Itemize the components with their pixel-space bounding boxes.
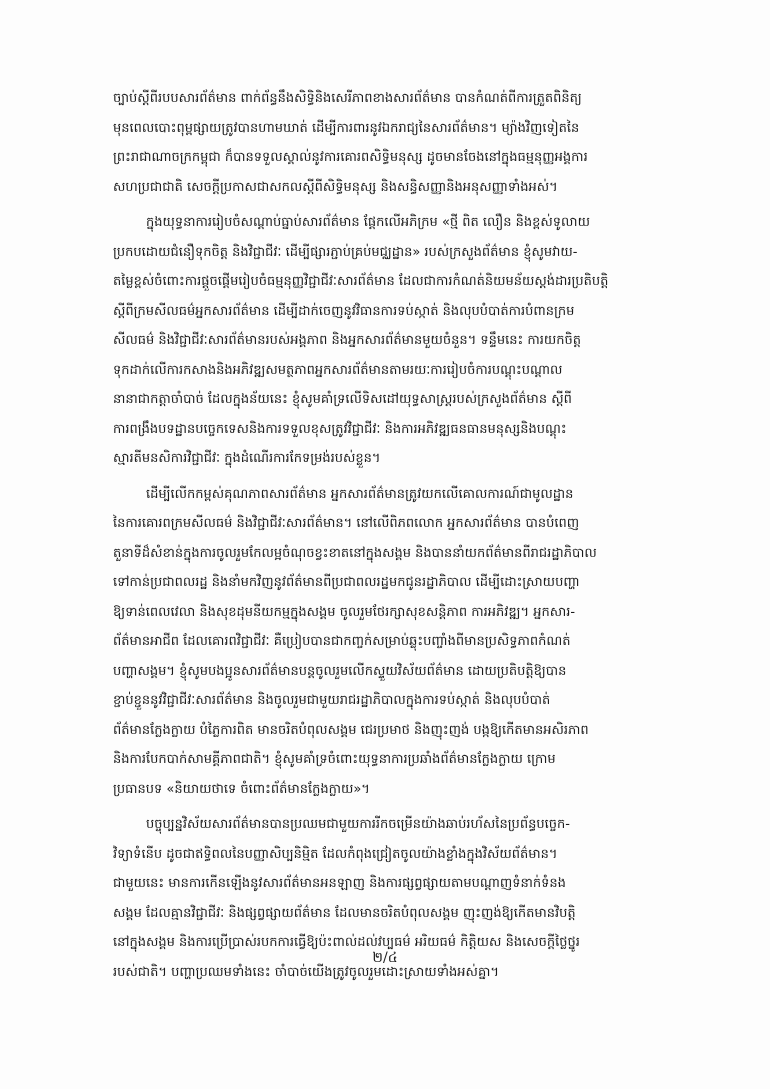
text-line: ទៅកាន់ប្រជាពលរដ្ឋ និងនាំមកវិញនូវព័ត៌មានពីប្រជាពលរដ្ឋមកជូនរដ្ឋាភិបាល ដើម្បីដោះស្រាយបញ្ហា — [113, 575, 580, 590]
text-line: សហប្រជាជាតិ សេចក្តីប្រកាសជាសកលស្តីពីសិទ្ធិមនុស្ស និងសន្ធិសញ្ញានិងអនុសញ្ញាទាំងអស់។ — [113, 179, 558, 195]
text-line: ព័ត៌មានក្លែងក្លាយ បំភ្លៃការពិត មានចរិតបំពុលសង្គម ជេរប្រមាថ និងញុះញង់ បង្កឱ្យកើតមានអសិរភាព — [113, 722, 589, 738]
text-line: ព័ត៌មានអាជីព ដែលគោរពវិជ្ជាជីវៈ គឺប្រៀបបានជាកញ្ចក់សម្រាប់ឆ្លុះបញ្ចាំងពីមានប្រសិទ្ធភាពកំណត់ — [113, 634, 571, 649]
text-line: សីលធម៌ និងវិជ្ជាជីវៈសារព័ត៌មានរបស់អង្គភាព និងអ្នកសារព័ត៌មានមួយចំនួន។ ទន្ទឹមនេះ ការយកចិត្ត — [113, 333, 582, 348]
text-line: ក្នុងយុទ្ធនាការរៀបចំសណ្តាប់ធ្នាប់សារព័ត៌មាន ផ្តែកលើអភិក្រម «ថ្មី ពិត លឿន និងខ្ពស់ទូលាយ — [146, 215, 590, 230]
text-line: មុនពេលបោះពុម្ពផ្សាយត្រូវបានហាមឃាត់ ដើម្បីការពារនូវឯករាជ្យនៃសារព័ត៌មាន។ ម្យ៉ាងវិញទៀតនៃ — [113, 120, 580, 136]
paragraph-2 — [113, 208, 673, 474]
text-line: ព្រះរាជាណាចក្រកម្ពុជា ក៏បានទទួលស្គាល់នូវការគោរពសិទ្ធិមនុស្ស ដូចមានចែងនៅក្នុងធម្មនុញ្ញអង្គការ — [113, 150, 588, 165]
text-line: ស្តីពីក្រមសីលធម៌អ្នកសារព័ត៌មាន ដើម្បីដាក់ចេញនូវវិធានការទប់ស្កាត់ និងលុបបំបាត់ការបំពានក្រម — [113, 303, 575, 319]
text-line: ការពង្រឹងបទដ្ឋានបច្ចេកទេសនិងការទទួលខុសត្រូវវិជ្ជាជីវៈ និងការអភិវឌ្ឍធនធានមនុស្សនិងបណ្តុះ — [113, 421, 567, 437]
text-line: បញ្ហាសង្គម។ ខ្ញុំសូមបងប្អូនសារព័ត៌មានបន្តចូលរួមលើកស្ទួយវិស័យព័ត៌មាន ដោយប្រតិបត្តិឱ្យបាន — [113, 663, 567, 679]
text-line: ឱ្យទាន់ពេលវេលា និងសុខដុមនីយកម្មក្នុងសង្គម ចូលរួមថែរក្សាសុខសន្តិភាព ការអភិវឌ្ឍ។ អ្នកសារ- — [113, 604, 576, 620]
text-line: នៅក្នុងសង្គម និងការប្រើប្រាស់របកការធ្វើឱ្យប៉ះពាល់ដល់វប្បធម៌ អរិយធម៌ កិត្តិយស និងសេចក្តីថ្លៃថ្នូរ — [113, 935, 580, 950]
text-line: ដើម្បីលើកកម្ពស់គុណភាពសារព័ត៌មាន អ្នកសារព័ត៌មានត្រូវយកលើគោលការណ៍ជាមូលដ្ឋាន — [146, 486, 574, 502]
text-line: បច្ចុប្បន្នវិស័យសារព័ត៌មានបានប្រឈមជាមួយការរីកចម្រើនយ៉ាងឆាប់រហ័សនៃប្រព័ន្ធបច្ចេក- — [146, 817, 570, 832]
text-line: ប្រកបដោយជំនឿទុកចិត្ត និងវិជ្ជាជីវៈ ដើម្បីផ្សារភ្ជាប់គ្រប់មជ្ឈដ្ឋាន» របស់ក្រសួងព័ត៌មាន ខ្ញុំសូមវាយ- — [113, 244, 578, 260]
text-line: ទុកដាក់លើការកសាងនិងអភិវឌ្ឍសមត្ថភាពអ្នកសារព័ត៌មានតាមរយៈការរៀបចំការបណ្តុះបណ្តាល — [113, 362, 563, 378]
paragraph-3 — [113, 480, 673, 805]
text-line: និងការបែកបាក់សាមគ្គីភាពជាតិ។ ខ្ញុំសូមគាំទ្រចំពោះយុទ្ធនាការប្រឆាំងព័ត៌មានក្លែងក្លាយ ក្រោម — [113, 752, 556, 767]
body-text — [113, 84, 673, 993]
text-line: តម្លៃខ្ពស់ចំពោះការផ្តួចផ្តើមរៀបចំធម្មនុញ្ញវិជ្ជាជីវៈសារព័ត៌មាន ដែលជាការកំណត់និយមន័យស្តង់ដារប្រតិបត្តិ — [113, 274, 609, 289]
text-line: ស្មារតីមនសិការវិជ្ជាជីវៈ ក្នុងដំណើរការកែទម្រង់របស់ខ្លួន។ — [113, 451, 381, 466]
text-line: របស់ជាតិ។ បញ្ហាប្រឈមទាំងនេះ ចាំបាច់យើងត្រូវចូលរួមដោះស្រាយទាំងអស់គ្នា។ — [113, 964, 499, 980]
text-line: ខ្ជាប់ខ្ជួននូវវិជ្ជាជីវៈសារព័ត៌មាន និងចូលរួមជាមួយរាជរដ្ឋាភិបាលក្នុងការទប់ស្កាត់ និងលុបបំបាត់ — [113, 693, 551, 708]
paragraph-1 — [113, 84, 673, 202]
text-line: ច្បាប់ស្តីពីរបបសារព័ត៌មាន ពាក់ព័ន្ធនឹងសិទ្ធិនិងសេរីភាពខាងសារព័ត៌មាន បានកំណត់ពីការត្រួតពិនិត្យ — [113, 91, 582, 106]
text-line: ជាមួយនេះ មានការកើនឡើងនូវសារព័ត៌មានអនឡាញ និងការផ្សព្វផ្សាយតាមបណ្តាញទំនាក់ទំនង — [113, 876, 566, 891]
text-line: សង្គម ដែលគ្មានវិជ្ជាជីវៈ និងផ្សព្វផ្សាយព័ត៌មាន ដែលមានចរិតបំពុលសង្គម ញុះញង់ឱ្យកើតមានវិបត្តិ — [113, 905, 576, 921]
text-line: ប្រធានបទ «និយាយថាទេ ចំពោះព័ត៌មានក្លែងក្លាយ»។ — [113, 781, 370, 797]
text-line: តួនាទីដ៏សំខាន់ក្នុងការចូលរួមកែលម្អចំណុចខ្វះខាតនៅក្នុងសង្គម និងបាននាំយកព័ត៌មានពីរាជរដ្ឋាភិបាល — [113, 545, 597, 561]
text-line: វិទ្យាទំនើប ដូចជាឥទ្ធិពលនៃបញ្ញាសិប្បនិម្មិត ដែលកំពុងជ្រៀតចូលយ៉ាងខ្លាំងក្នុងវិស័យព័ត៌មាន។ — [113, 846, 558, 862]
text-line: នានាជាកត្តាចាំបាច់ ដែលក្នុងន័យនេះ ខ្ញុំសូមគាំទ្រលើទិសដៅយុទ្ធសាស្ត្ររបស់ក្រសួងព័ត៌មាន ស្តីពី — [113, 392, 572, 407]
page-number: ២/៤ — [372, 950, 398, 966]
text-line: នៃការគោរពក្រមសីលធម៌ និងវិជ្ជាជីវៈសារព័ត៌មាន។ នៅលើពិភពលោក អ្នកសារព័ត៌មាន បានបំពេញ — [113, 516, 580, 531]
